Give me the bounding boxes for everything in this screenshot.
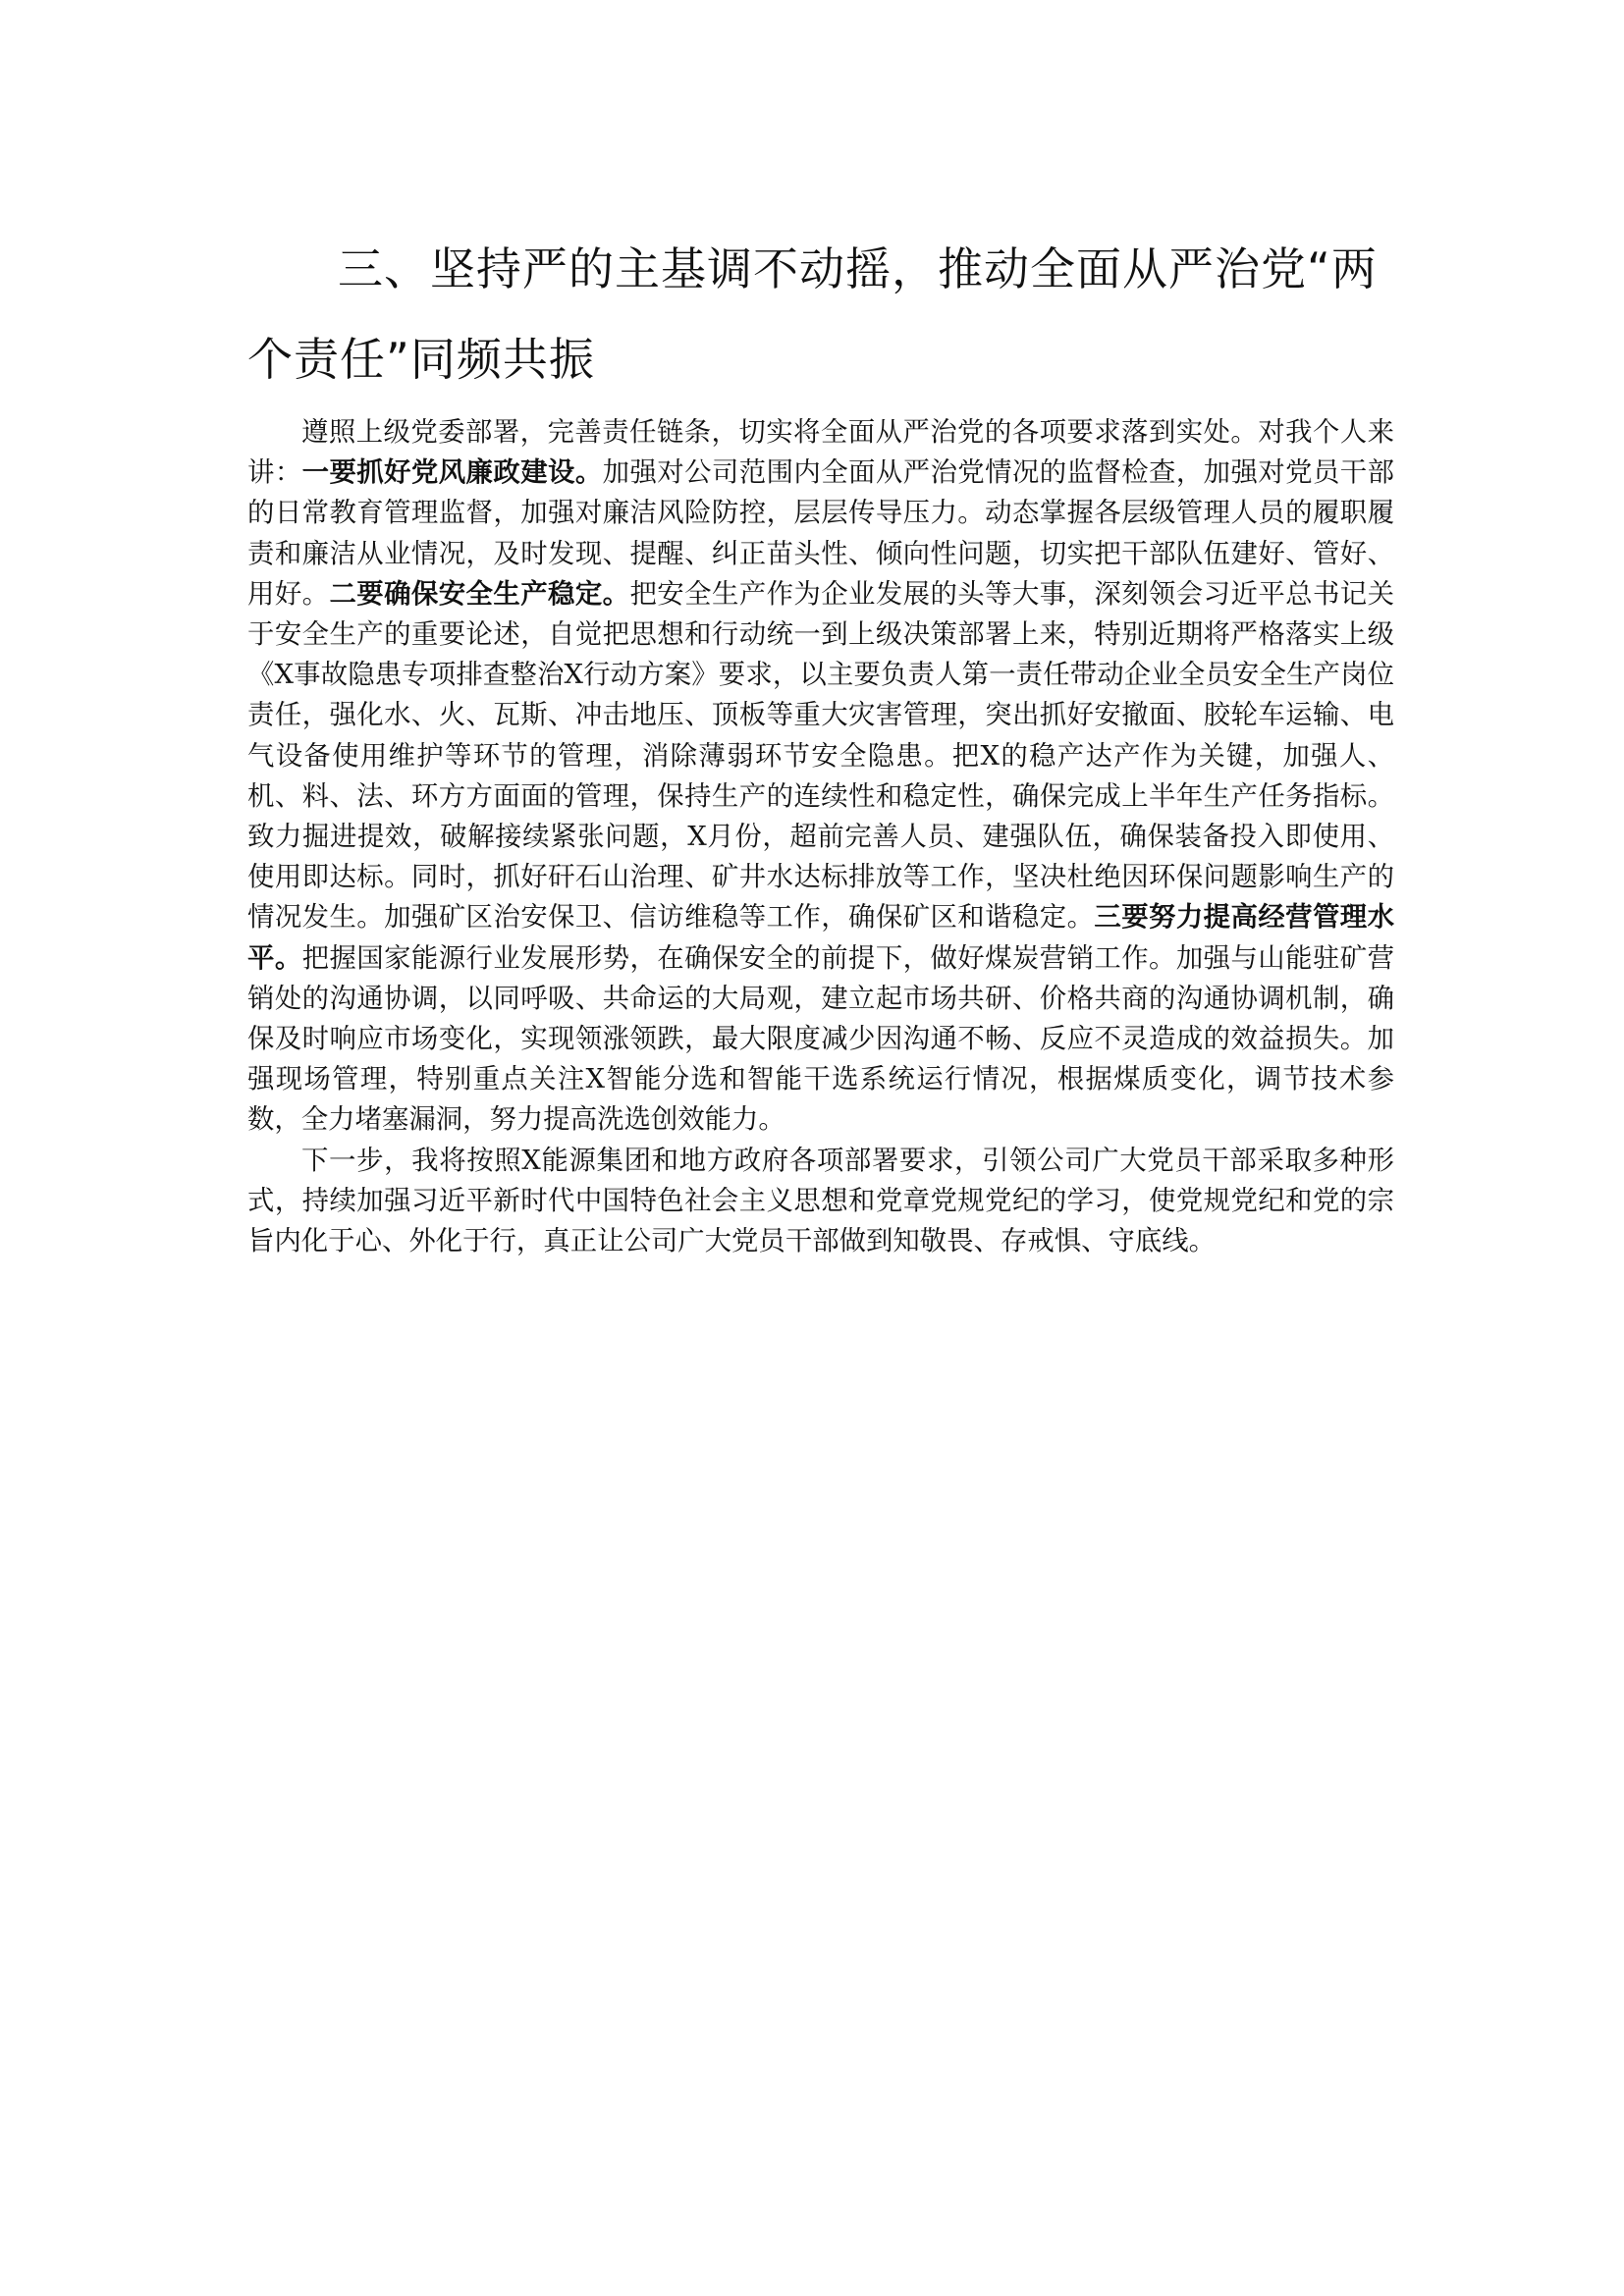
paragraph-text: 把安全生产作为企业发展的头等大事，深刻领会习近平总书记关于安全生产的重要论述，自觉把思想和行动统一到上级决策部署上来，特别近期将严格落实上级《X事故隐患专项排查整治X行动方案》要求，以主要负责人第一责任带动企业全员安全生产岗位责任，强化水、火、瓦斯、冲击地压、顶板等重大灾害管理，突出抓好安撤面、胶轮车运输、电气设备使用维护等环节的管理，消除薄弱环节安全隐患。把X的稳产达产作为关键，加强人、机、料、法、环方方面面的管理，保持生产的连续性和稳定性，确保完成上半年生产任务指标。致力掘进提效，破解接续紧张问题，X月份，超前完善人员、建强队伍，确保装备投入即使用、使用即达标。同时，抓好矸石山治理、矿井水达标排放等工作，坚决杜绝因环保问题影响生产的情况发生。加强矿区治安保卫、信访维稳等工作，确保矿区和谐稳定。 (247, 578, 1394, 934)
body-paragraph-1 (247, 412, 1394, 1141)
document-page (247, 224, 1394, 1261)
paragraph-text: 遵照上级党委部署，完善责任链条，切实将全面从严治党的各项要求落到实处。对我个人来讲： (247, 417, 1394, 489)
bold-point-1: 一要抓好党风廉政建设。 (301, 456, 603, 489)
bold-point-3: 三要努力提高经营管理水平。 (247, 901, 1394, 974)
bold-point-2: 二要确保安全生产稳定。 (329, 577, 630, 610)
paragraph-text: 把握国家能源行业发展形势，在确保安全的前提下，做好煤炭营销工作。加强与山能驻矿营销处的沟通协调，以同呼吸、共命运的大局观，建立起市场共研、价格共商的沟通协调机制，确保及时响应市场变化，实现领涨领跌，最大限度减少因沟通不畅、反应不灵造成的效益损失。加强现场管理，特别重点关注X智能分选和智能干选系统运行情况，根据煤质变化，调节技术参数，全力堵塞漏洞，努力提高洗选创效能力。 (247, 942, 1394, 1136)
body-paragraph-2: 下一步，我将按照X能源集团和地方政府各项部署要求，引领公司广大党员干部采取多种形式，持续加强习近平新时代中国特色社会主义思想和党章党规党纪的学习，使党规党纪和党的宗旨内化于心、外化于行，真正让公司广大党员干部做到知敬畏、存戒惧、守底线。 (247, 1145, 1394, 1257)
paragraph-text: 加强对公司范围内全面从严治党情况的监督检查，加强对党员干部的日常教育管理监督，加强对廉洁风险防控，层层传导压力。动态掌握各层级管理人员的履职履责和廉洁从业情况，及时发现、提醒、纠正苗头性、倾向性问题，切实把干部队伍建好、管好、用好。 (247, 457, 1394, 610)
section-heading: 三、坚持严的主基调不动摇，推动全面从严治党“两个责任”同频共振 (247, 242, 1378, 386)
